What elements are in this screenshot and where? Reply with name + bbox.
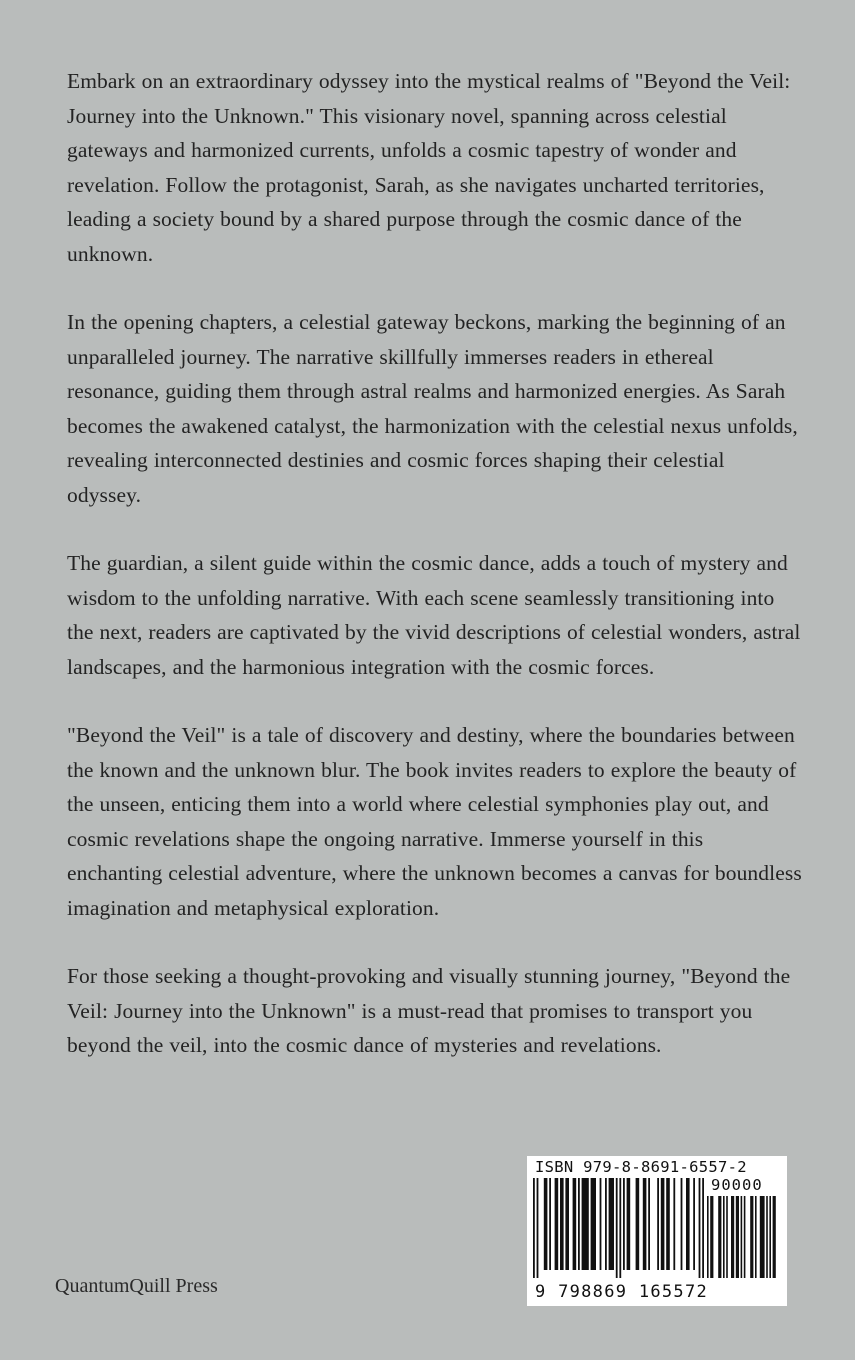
blurb-paragraph: "Beyond the Veil" is a tale of discovery and destiny, where the boundaries between the known and the unknown blur. The book invites readers to explore the beauty of the unseen, enticing them into a world where celestial symphonies play out, and cosmic revelations shape the ongoing narrative. Immerse yourself in this enchanting celestial adventure, where the unknown becomes a canvas for boundless imagination and metaphysical exploration. xyxy=(67,723,802,920)
back-cover-blurb xyxy=(67,64,802,1097)
blurb-paragraph: For those seeking a thought-provoking and visually stunning journey, "Beyond the Veil: Journey into the Unknown" is a must-read that promises to transport you beyond the veil, into the cosmic dance of mysteries and revelations. xyxy=(67,964,791,1057)
blurb-paragraph: In the opening chapters, a celestial gateway beckons, marking the beginning of an unparalleled journey. The narrative skillfully immerses readers in ethereal resonance, guiding them through astral realms and harmonized energies. As Sarah becomes the awakened catalyst, the harmonization with the celestial nexus unfolds, revealing interconnected destinies and cosmic forces shaping their celestial odyssey. xyxy=(67,310,798,507)
blurb-paragraph: The guardian, a silent guide within the cosmic dance, adds a touch of mystery and wisdom to the unfolding narrative. With each scene seamlessly transitioning into the next, readers are captivated by the vivid descriptions of celestial wonders, astral landscapes, and the harmonious integration with the cosmic forces. xyxy=(67,551,801,679)
blurb-paragraph: Embark on an extraordinary odyssey into the mystical realms of "Beyond the Veil: Journey into the Unknown." This visionary novel, spanning across celestial gateways and harmonized currents, unfolds a cosmic tapestry of wonder and revelation. Follow the protagonist, Sarah, as she navigates uncharted territories, leading a society bound by a shared purpose through the cosmic dance of the unknown. xyxy=(67,69,791,266)
addon-barcode-bars xyxy=(707,1196,779,1280)
publisher-name: QuantumQuill Press xyxy=(55,1275,218,1297)
barcode-digits: 9 798869 165572 xyxy=(535,1282,709,1302)
isbn-label: ISBN 979-8-8691-6557-2 xyxy=(535,1158,747,1176)
barcode-bars xyxy=(533,1178,705,1280)
price-code: 90000 xyxy=(711,1176,763,1194)
isbn-barcode xyxy=(527,1156,787,1306)
